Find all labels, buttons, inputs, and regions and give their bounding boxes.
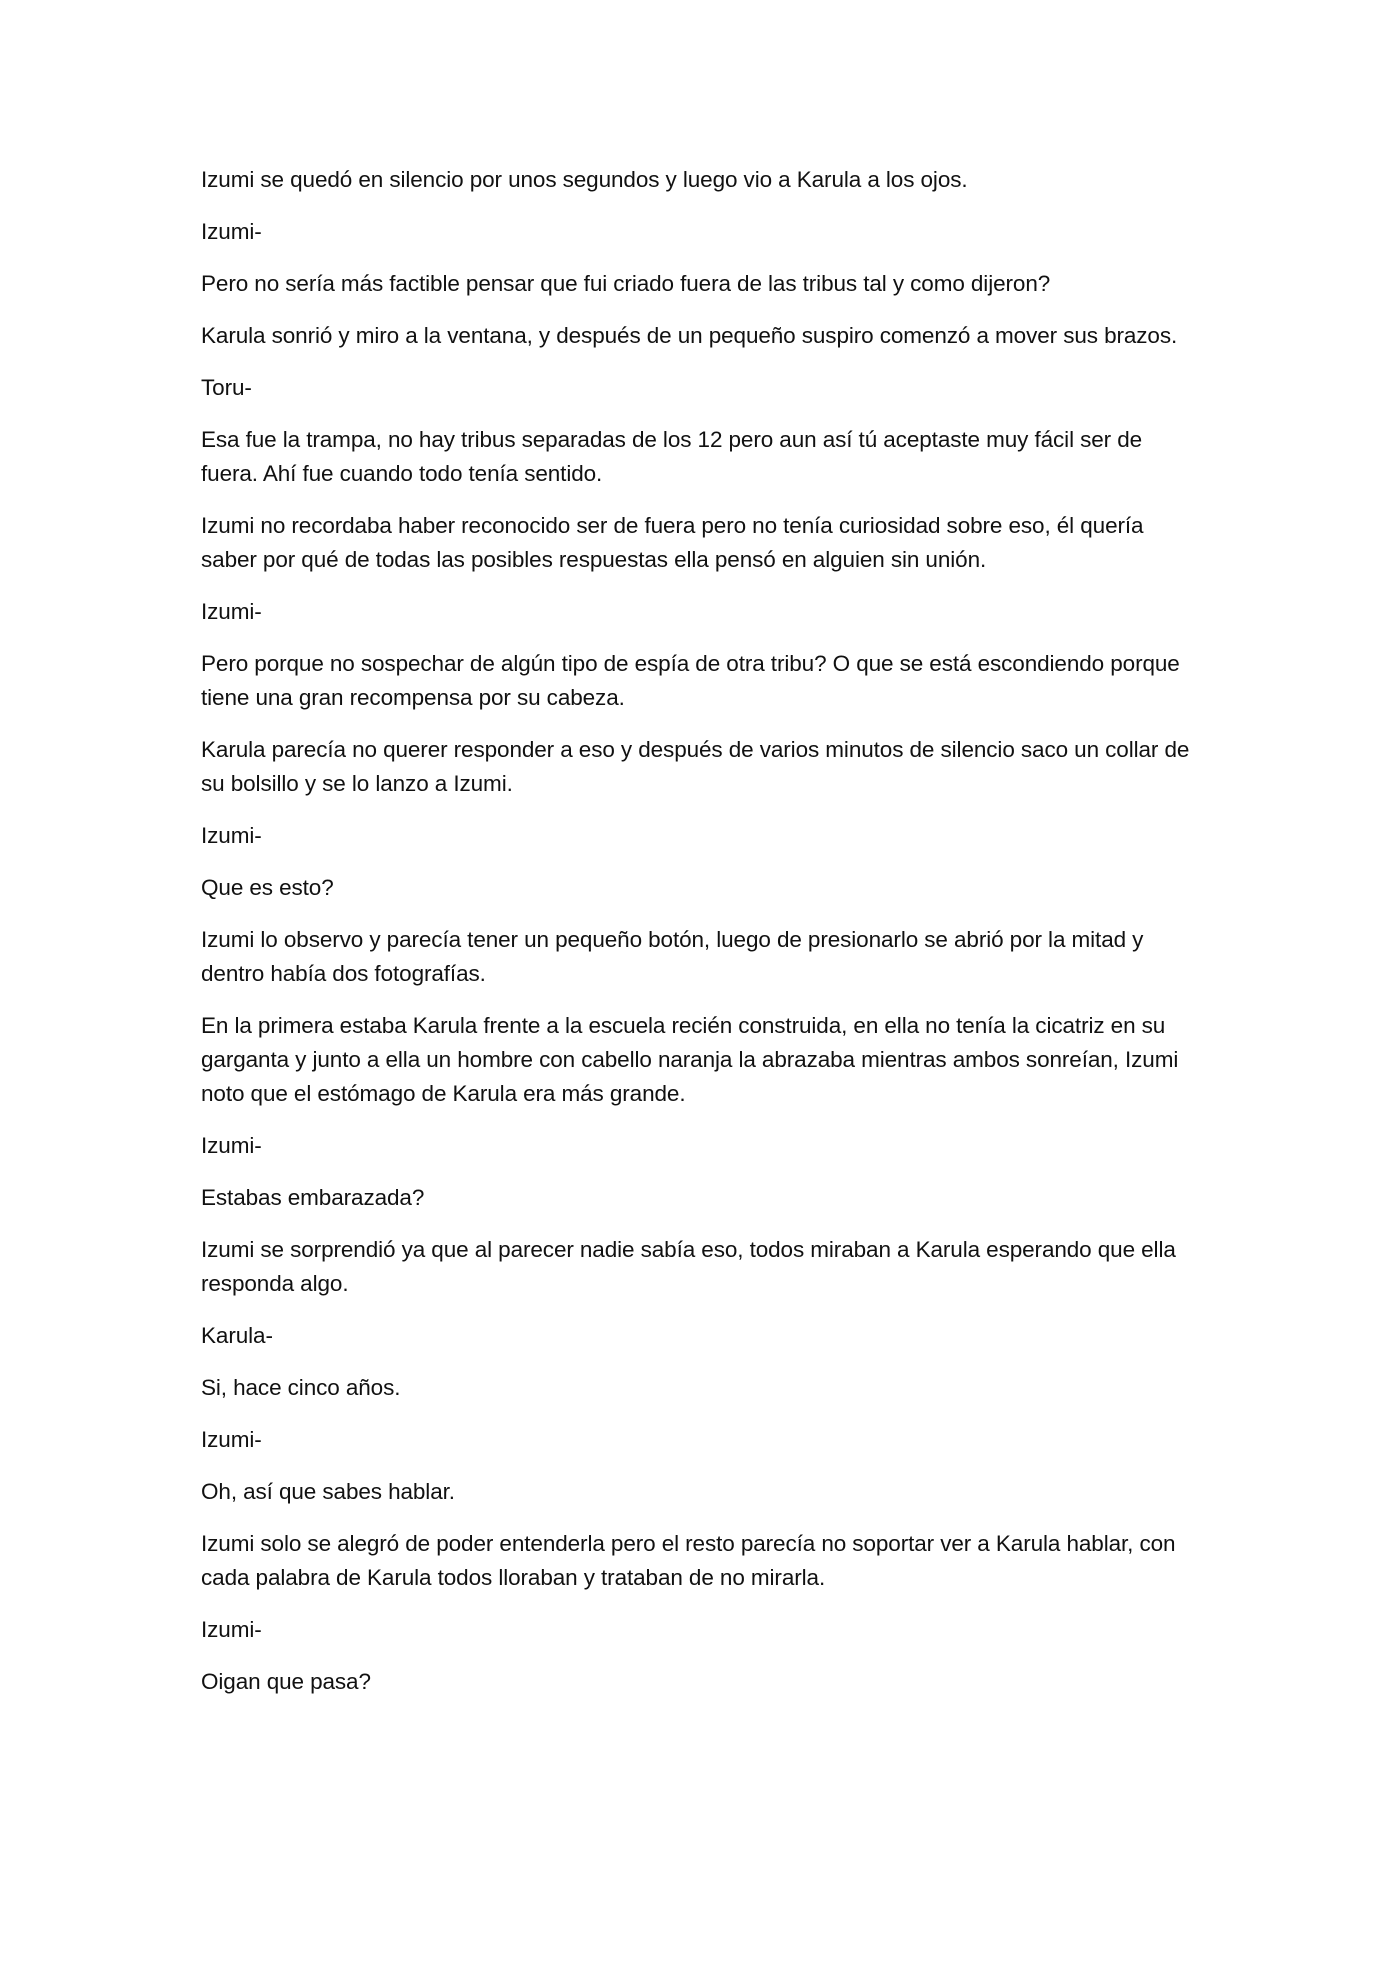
- dialogue-line: Esa fue la trampa, no hay tribus separadas de los 12 pero aun así tú aceptaste muy fácil ser de fuera. Ahí fue cuando todo tenía sentido.: [201, 427, 1143, 486]
- narration-paragraph: Izumi solo se alegró de poder entenderla pero el resto parecía no soportar ver a Karula hablar, con cada palabra de Karula todos lloraban y trataban de no mirarla.: [201, 1531, 1176, 1590]
- dialogue-line: Si, hace cinco años.: [201, 1375, 401, 1400]
- dialogue-line: Estabas embarazada?: [201, 1185, 425, 1210]
- narration-paragraph: Karula sonrió y miro a la ventana, y después de un pequeño suspiro comenzó a mover sus brazos.: [201, 323, 1178, 348]
- speaker-label: Karula-: [201, 1323, 273, 1348]
- narration-paragraph: Izumi se quedó en silencio por unos segundos y luego vio a Karula a los ojos.: [201, 167, 968, 192]
- narration-paragraph: Karula parecía no querer responder a eso y después de varios minutos de silencio saco un collar de su bolsillo y se lo lanzo a Izumi.: [201, 737, 1190, 796]
- document-page: [201, 163, 1201, 1717]
- dialogue-line: Oigan que pasa?: [201, 1669, 371, 1694]
- speaker-label: Izumi-: [201, 1617, 262, 1642]
- speaker-label: Izumi-: [201, 823, 262, 848]
- narration-paragraph: Izumi lo observo y parecía tener un pequeño botón, luego de presionarlo se abrió por la mitad y dentro había dos fotografías.: [201, 927, 1144, 986]
- dialogue-line: Pero no sería más factible pensar que fui criado fuera de las tribus tal y como dijeron?: [201, 271, 1051, 296]
- speaker-label: Izumi-: [201, 1427, 262, 1452]
- speaker-label: Izumi-: [201, 219, 262, 244]
- narration-paragraph: Izumi no recordaba haber reconocido ser de fuera pero no tenía curiosidad sobre eso, él quería saber por qué de todas las posibles respuestas ella pensó en alguien sin unión.: [201, 513, 1144, 572]
- narration-paragraph: Izumi se sorprendió ya que al parecer nadie sabía eso, todos miraban a Karula esperando que ella responda algo.: [201, 1237, 1176, 1296]
- speaker-label: Izumi-: [201, 599, 262, 624]
- speaker-label: Izumi-: [201, 1133, 262, 1158]
- dialogue-line: Que es esto?: [201, 875, 334, 900]
- dialogue-line: Oh, así que sabes hablar.: [201, 1479, 455, 1504]
- dialogue-line: Pero porque no sospechar de algún tipo de espía de otra tribu? O que se está escondiendo porque tiene una gran recompensa por su cabeza.: [201, 651, 1180, 710]
- speaker-label: Toru-: [201, 375, 252, 400]
- narration-paragraph: En la primera estaba Karula frente a la escuela recién construida, en ella no tenía la cicatriz en su garganta y junto a ella un hombre con cabello naranja la abrazaba mientras ambos sonreían, Izumi noto que el estómago de Karula era más grande.: [201, 1013, 1179, 1106]
